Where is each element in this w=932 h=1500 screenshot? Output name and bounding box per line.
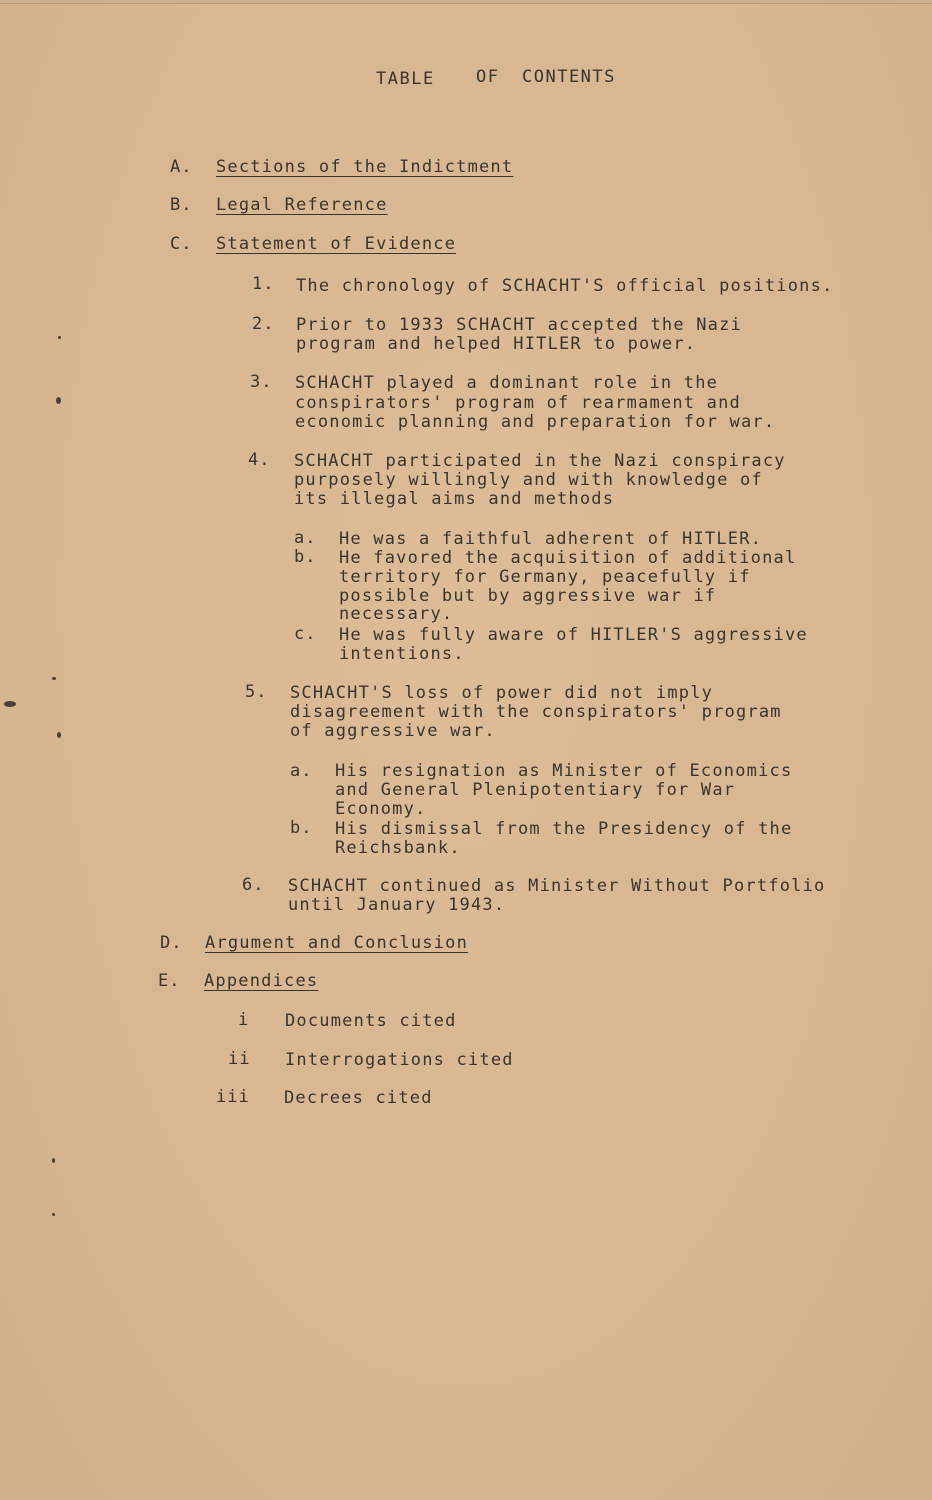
evidence-2-line-1: Prior to 1933 SCHACHT accepted the Nazi <box>296 315 742 335</box>
appendix-2-number: ii <box>228 1049 251 1069</box>
paper-speck <box>52 1158 55 1163</box>
section-c-label: C. <box>170 234 193 254</box>
section-e-heading: Appendices <box>204 971 319 991</box>
evidence-6-line-2: until January 1943. <box>288 895 506 915</box>
section-b-label: B. <box>170 195 193 215</box>
section-d-heading: Argument and Conclusion <box>205 933 469 953</box>
appendix-1-number: i <box>238 1010 250 1030</box>
sub4-b-line-2: territory for Germany, peacefully if <box>339 567 751 587</box>
sub4-a-label: a. <box>294 528 317 548</box>
evidence-3-line-1: SCHACHT played a dominant role in the <box>295 373 719 393</box>
section-c-heading: Statement of Evidence <box>216 234 457 254</box>
evidence-6-number: 6. <box>242 875 265 895</box>
paper-speck <box>57 732 61 738</box>
sub4-b-line-4: necessary. <box>339 604 454 624</box>
evidence-4-line-3: its illegal aims and methods <box>294 489 615 509</box>
paper-speck <box>4 701 16 707</box>
sub4-c-line-1: He was fully aware of HITLER'S aggressive <box>339 625 808 645</box>
section-d-label: D. <box>160 933 183 953</box>
appendix-2-text: Interrogations cited <box>285 1050 514 1070</box>
evidence-2-number: 2. <box>252 314 275 334</box>
evidence-5-number: 5. <box>245 682 268 702</box>
section-e-label: E. <box>158 971 181 991</box>
evidence-4-line-1: SCHACHT participated in the Nazi conspiracy <box>294 451 786 471</box>
evidence-3-number: 3. <box>250 372 273 392</box>
sub5-a-line-2: and General Plenipotentiary for War <box>335 780 736 800</box>
evidence-1-line-1: The chronology of SCHACHT'S official positions. <box>296 276 834 296</box>
sub5-b-line-2: Reichsbank. <box>335 838 461 858</box>
section-a-heading: Sections of the Indictment <box>216 157 514 177</box>
section-a-label: A. <box>170 157 193 177</box>
appendix-3-text: Decrees cited <box>284 1088 433 1108</box>
evidence-5-line-1: SCHACHT'S loss of power did not imply <box>290 683 714 703</box>
paper-speck <box>52 1213 55 1216</box>
sub5-b-label: b. <box>290 818 313 838</box>
evidence-2-line-2: program and helped HITLER to power. <box>296 334 697 354</box>
title-word-3: CONTENTS <box>522 67 616 87</box>
sub5-b-line-1: His dismissal from the Presidency of the <box>335 819 793 839</box>
evidence-4-line-2: purposely willingly and with knowledge of <box>294 470 763 490</box>
evidence-6-line-1: SCHACHT continued as Minister Without Portfolio <box>288 876 826 896</box>
sub4-b-line-1: He favored the acquisition of additional <box>339 548 797 568</box>
page-top-edge <box>0 0 932 4</box>
paper-speck <box>58 336 61 339</box>
evidence-1-number: 1. <box>252 274 275 294</box>
paper-speck <box>56 397 61 404</box>
evidence-5-line-2: disagreement with the conspirators' program <box>290 702 782 722</box>
paper-speck <box>52 677 56 680</box>
title-word-2: OF <box>476 67 500 87</box>
section-b-heading: Legal Reference <box>216 195 388 215</box>
evidence-3-line-3: economic planning and preparation for war. <box>295 412 776 432</box>
sub5-a-label: a. <box>290 761 313 781</box>
sub4-c-line-2: intentions. <box>339 644 465 664</box>
evidence-3-line-2: conspirators' program of rearmament and <box>295 393 741 413</box>
sub5-a-line-1: His resignation as Minister of Economics <box>335 761 793 781</box>
sub4-c-label: c. <box>294 624 317 644</box>
sub4-a-line-1: He was a faithful adherent of HITLER. <box>339 529 763 549</box>
appendix-3-number: iii <box>216 1087 250 1107</box>
sub5-a-line-3: Economy. <box>335 799 427 819</box>
sub4-b-label: b. <box>294 547 317 567</box>
evidence-5-line-3: of aggressive war. <box>290 721 496 741</box>
evidence-4-number: 4. <box>248 450 271 470</box>
title-word-1: TABLE <box>376 69 435 89</box>
appendix-1-text: Documents cited <box>285 1011 457 1031</box>
sub4-b-line-3: possible but by aggressive war if <box>339 586 717 606</box>
